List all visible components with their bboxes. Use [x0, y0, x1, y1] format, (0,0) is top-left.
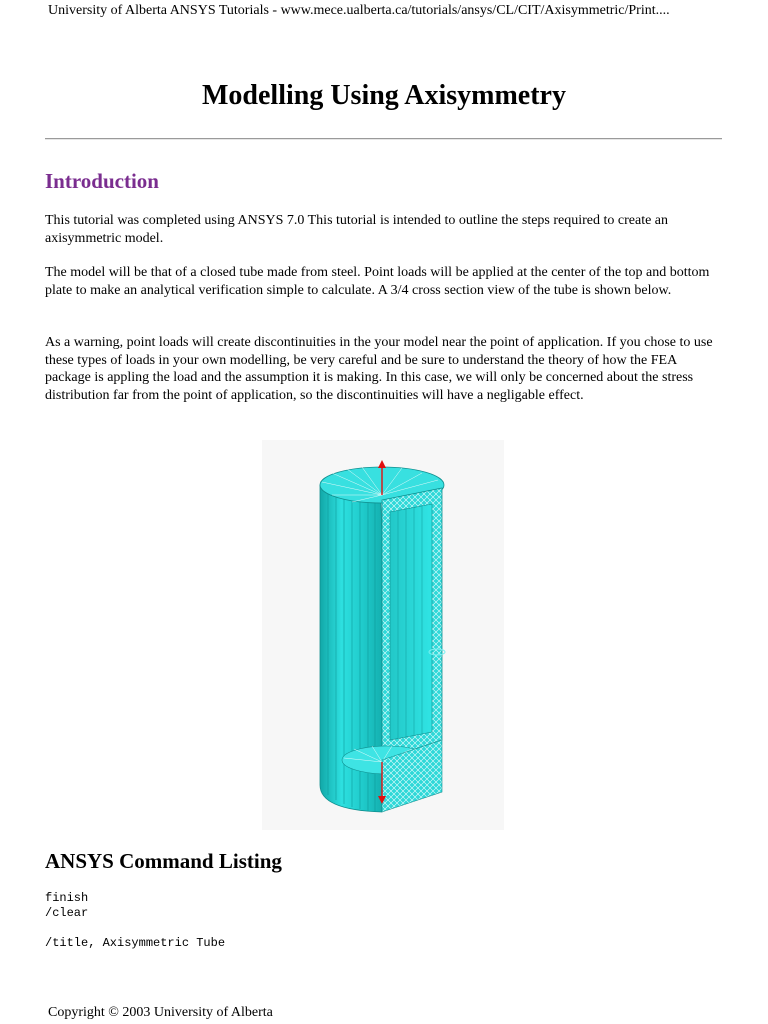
- introduction-heading: Introduction: [45, 169, 159, 193]
- print-header: University of Alberta ANSYS Tutorials - www.mece.ualberta.ca/tutorials/ansys/CL/CIT/Axisymmetric/Print....: [48, 3, 670, 18]
- code-line: finish: [45, 891, 89, 905]
- tube-cross-section-figure: [262, 440, 504, 830]
- intro-paragraph-1: This tutorial was completed using ANSYS 7.0 This tutorial is intended to outline the steps required to create an axisymmetric model.: [45, 213, 669, 246]
- tube-model-image: [262, 440, 504, 830]
- tube-inner-wall: [390, 504, 432, 740]
- command-listing-heading: ANSYS Command Listing: [45, 849, 282, 873]
- page-title: Modelling Using Axisymmetry: [202, 80, 566, 111]
- code-line: /clear: [45, 906, 89, 920]
- code-line: /title, Axisymmetric Tube: [45, 936, 226, 950]
- intro-paragraph-3: As a warning, point loads will create discontinuities in the your model near the point of application. If you chose to use these types of loads in your own modelling, be very careful and be sure to understand the theory of how the FEA package is appling the load and the assumption it is making. In this case, we will only be concerned about the stress distribution far from the point of application, so the discontinuities will have a negligable effect.: [45, 335, 713, 403]
- horizontal-rule: [45, 138, 722, 140]
- intro-paragraph-2: The model will be that of a closed tube made from steel. Point loads will be applied at the center of the top and bottom plate to make an analytical verification simple to calculate. A 3/4 cross section view of the tube is shown below.: [45, 265, 710, 298]
- copyright-footer: Copyright © 2003 University of Alberta: [48, 1005, 273, 1020]
